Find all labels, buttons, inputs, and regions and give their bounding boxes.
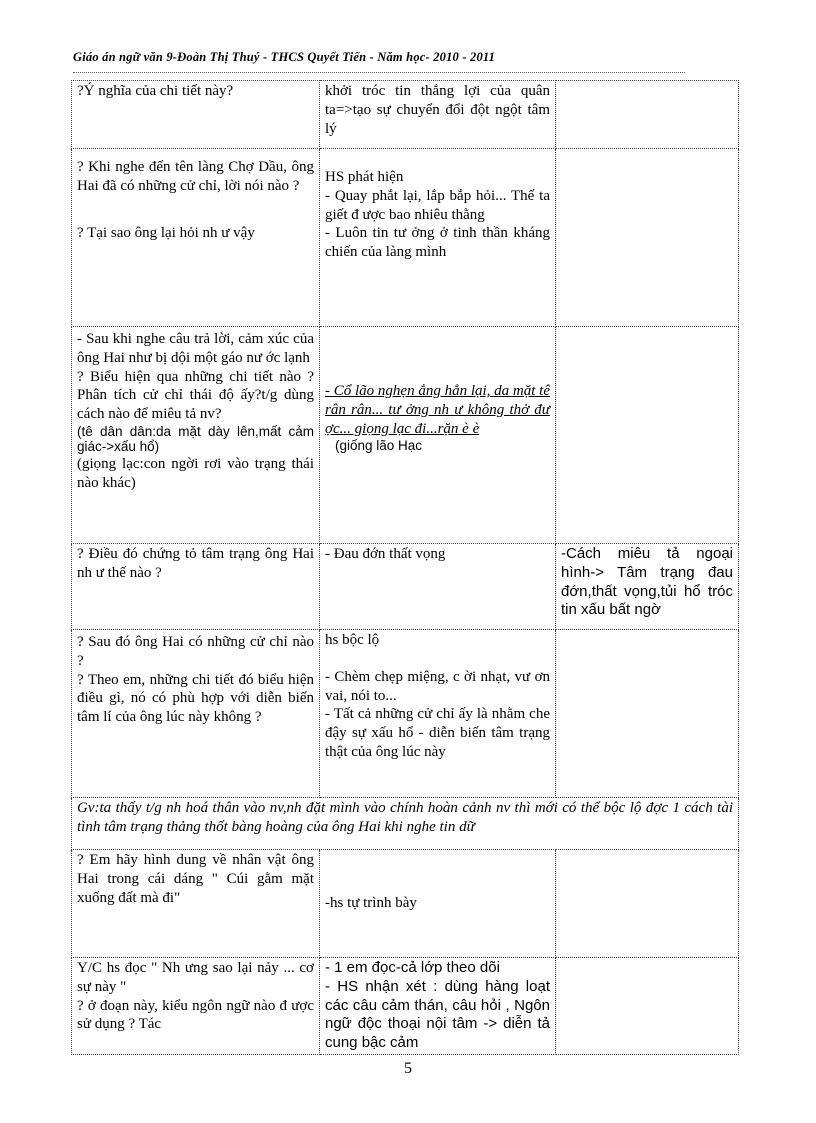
page-number: 5 [404, 1060, 412, 1077]
answer: - Tất cả những cử chỉ ấy là nhằm che đậy sự xấu hổ - diễn biến tâm trạng thật của ông lúc này [325, 706, 550, 760]
table-row [72, 630, 739, 798]
answer-heading: HS phát hiện [325, 169, 404, 185]
question: ? ở đoạn này, kiểu ngôn ngữ nào đ ược sử dụng ? Tác [77, 997, 314, 1033]
answer: khởi tróc tin thắng lợi của quân ta=>tạo sự chuyển đổi đột ngột tâm lý [325, 83, 550, 137]
table-row [72, 798, 739, 850]
answer: - Quay phắt lại, lắp bắp hỏi... Thế ta giết đ ược bao nhiêu thằng [325, 187, 550, 223]
student-cell [320, 81, 556, 149]
table-row [72, 149, 739, 327]
answer: - Luôn tin tư ởng ở tinh thần kháng chiến của làng mình [325, 225, 550, 260]
notes-cell [556, 149, 739, 327]
answer: (giống lão Hạc [335, 438, 423, 454]
student-cell [320, 850, 556, 958]
table-row [72, 850, 739, 958]
header-rule [73, 72, 685, 73]
teacher-cell [72, 630, 320, 798]
table-row [72, 958, 739, 1055]
page-header: Giáo án ngữ văn 9-Đoàn Thị Thuý - THCS Quyết Tiến - Năm học- 2010 - 2011 [73, 50, 496, 64]
question: - Sau khi nghe câu trả lời, cảm xúc của ông Hai như bị dội một gáo nư ớc lạnh [77, 331, 314, 366]
answer: - Cổ lão nghẹn ắng hẳn lại, da mặt tê rân rân... tư ởng nh ư không thở đư ợc... giọng lạc đi...rặn è è [325, 383, 550, 437]
teacher-commentary [72, 798, 739, 850]
student-cell [320, 630, 556, 798]
notes-cell [556, 958, 739, 1055]
answer: - 1 em đọc-cả lớp theo dõi [325, 959, 500, 976]
teacher-cell [72, 149, 320, 327]
table-row [72, 327, 739, 544]
answer: - Chèm chẹp miệng, c ời nhạt, vư ơn vai, nói to... [325, 668, 550, 704]
note-text: (giọng lạc:con ngời rơi vào trạng thái nào khác) [77, 455, 314, 491]
notes-cell [556, 630, 739, 798]
lesson-table [71, 80, 739, 1055]
notes-cell [556, 81, 739, 149]
question: ? Tại sao ông lại hỏi nh ư vậy [77, 224, 255, 241]
student-cell [320, 149, 556, 327]
teacher-cell [72, 327, 320, 544]
question: Y/C hs đọc " Nh ưng sao lại nảy ... cơ sự này " [77, 960, 314, 995]
teacher-cell [72, 81, 320, 149]
answer-heading: hs bộc lộ [325, 632, 380, 648]
teacher-note: -Cách miêu tả ngoại hình-> Tâm trạng đau đớn,thất vọng,tủi hổ tróc tin xấu bất ngờ [561, 545, 733, 619]
answer: - HS nhận xét : dùng hàng loạt các câu cảm thán, câu hỏi , Ngôn ngữ độc thoại nội tâm -> diễn tả cung bậc cảm [325, 977, 550, 1051]
answer: -hs tự trình bày [325, 895, 417, 912]
note-text: (tê dân dân:da mặt dày lên,mất cảm giác->xấu hổ) [77, 423, 314, 455]
question: ? Khi nghe đến tên làng Chợ Dầu, ông Hai đã có những cử chỉ, lời nói nào ? [77, 159, 314, 194]
question: ? Em hãy hình dung về nhân vật ông Hai trong cái dáng " Cúi gằm mặt xuống đất mà đi" [77, 852, 314, 906]
notes-cell [556, 327, 739, 544]
notes-cell [556, 850, 739, 958]
question: ?Ý nghĩa của chi tiết này? [77, 83, 234, 99]
question: ? Sau đó ông Hai có những cử chỉ nào ? [77, 634, 314, 669]
teacher-cell [72, 544, 320, 630]
question: ? Điều đó chứng tỏ tâm trạng ông Hai nh ư thế nào ? [77, 546, 314, 581]
teacher-cell [72, 850, 320, 958]
answer: - Đau đớn thất vọng [325, 546, 446, 562]
question: ? Theo em, những chi tiết đó biểu hiện điều gì, nó có phù hợp với diễn biến tâm lí của ông lúc này không ? [77, 671, 314, 725]
student-cell [320, 327, 556, 544]
student-cell [320, 958, 556, 1055]
student-cell [320, 544, 556, 630]
table-row [72, 81, 739, 149]
table-row [72, 544, 739, 630]
commentary-text: Gv:ta thấy t/g nh hoá thân vào nv,nh đặt mình vào chính hoàn cảnh nv thì mới có thể bộc lộ đợc 1 cách tài tình tâm trạng thảng thốt bàng hoàng của ông Hai khi nghe tin dữ [77, 800, 733, 835]
teacher-cell [72, 958, 320, 1055]
question: ? Biểu hiện qua những chi tiết nào ?Phân tích cử chỉ thái độ ấy?t/g dùng cách nào để miêu tả nv? [77, 368, 314, 422]
notes-cell [556, 544, 739, 630]
